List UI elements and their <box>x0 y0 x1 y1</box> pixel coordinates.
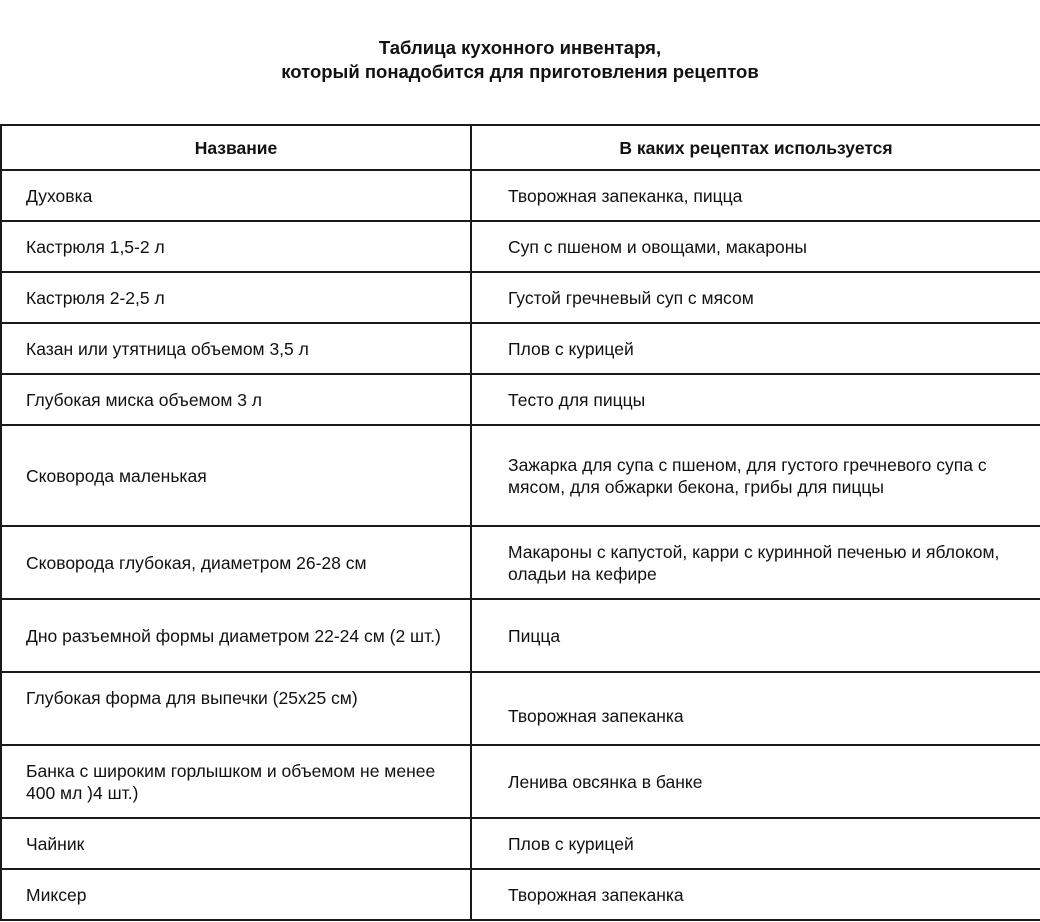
table-row <box>1 374 1040 425</box>
column-header-usage: В каких рецептах используется <box>471 125 1040 170</box>
item-usage: Ленива овсянка в банке <box>471 745 1040 818</box>
item-name: Духовка <box>1 170 471 221</box>
item-name: Сковорода глубокая, диаметром 26-28 см <box>1 526 471 599</box>
item-name: Глубокая миска объемом 3 л <box>1 374 471 425</box>
table-row <box>1 869 1040 920</box>
table-row <box>1 221 1040 272</box>
item-usage: Пицца <box>471 599 1040 672</box>
item-name: Дно разъемной формы диаметром 22-24 см (2 шт.) <box>1 599 471 672</box>
item-usage: Густой гречневый суп с мясом <box>471 272 1040 323</box>
item-usage: Творожная запеканка, пицца <box>471 170 1040 221</box>
table-row <box>1 526 1040 599</box>
column-header-name: Название <box>1 125 471 170</box>
item-usage: Зажарка для супа с пшеном, для густого гречневого супа с мясом, для обжарки бекона, грибы для пиццы <box>471 425 1040 526</box>
item-usage: Творожная запеканка <box>471 869 1040 920</box>
item-name: Казан или утятница объемом 3,5 л <box>1 323 471 374</box>
inventory-table <box>0 124 1040 921</box>
item-name: Кастрюля 1,5-2 л <box>1 221 471 272</box>
page-title <box>0 36 1040 84</box>
table-row <box>1 425 1040 526</box>
table-row <box>1 599 1040 672</box>
table-row <box>1 272 1040 323</box>
table-header-row <box>1 125 1040 170</box>
item-usage: Плов с курицей <box>471 323 1040 374</box>
item-name: Банка с широким горлышком и объемом не менее 400 мл )4 шт.) <box>1 745 471 818</box>
table-row <box>1 672 1040 745</box>
item-name: Чайник <box>1 818 471 869</box>
item-name: Сковорода маленькая <box>1 425 471 526</box>
item-usage: Макароны с капустой, карри с куринной печенью и яблоком, оладьи на кефире <box>471 526 1040 599</box>
item-usage: Плов с курицей <box>471 818 1040 869</box>
table-row <box>1 745 1040 818</box>
item-usage: Творожная запеканка <box>471 672 1040 745</box>
table-row <box>1 323 1040 374</box>
table-row <box>1 170 1040 221</box>
item-name: Миксер <box>1 869 471 920</box>
item-name: Кастрюля 2-2,5 л <box>1 272 471 323</box>
page-title-line-1: Таблица кухонного инвентаря, <box>378 37 662 58</box>
item-usage: Тесто для пиццы <box>471 374 1040 425</box>
table-row <box>1 818 1040 869</box>
item-name: Глубокая форма для выпечки (25x25 см) <box>1 672 471 745</box>
item-usage: Суп с пшеном и овощами, макароны <box>471 221 1040 272</box>
page-title-line-2: который понадобится для приготовления рецептов <box>281 61 759 82</box>
